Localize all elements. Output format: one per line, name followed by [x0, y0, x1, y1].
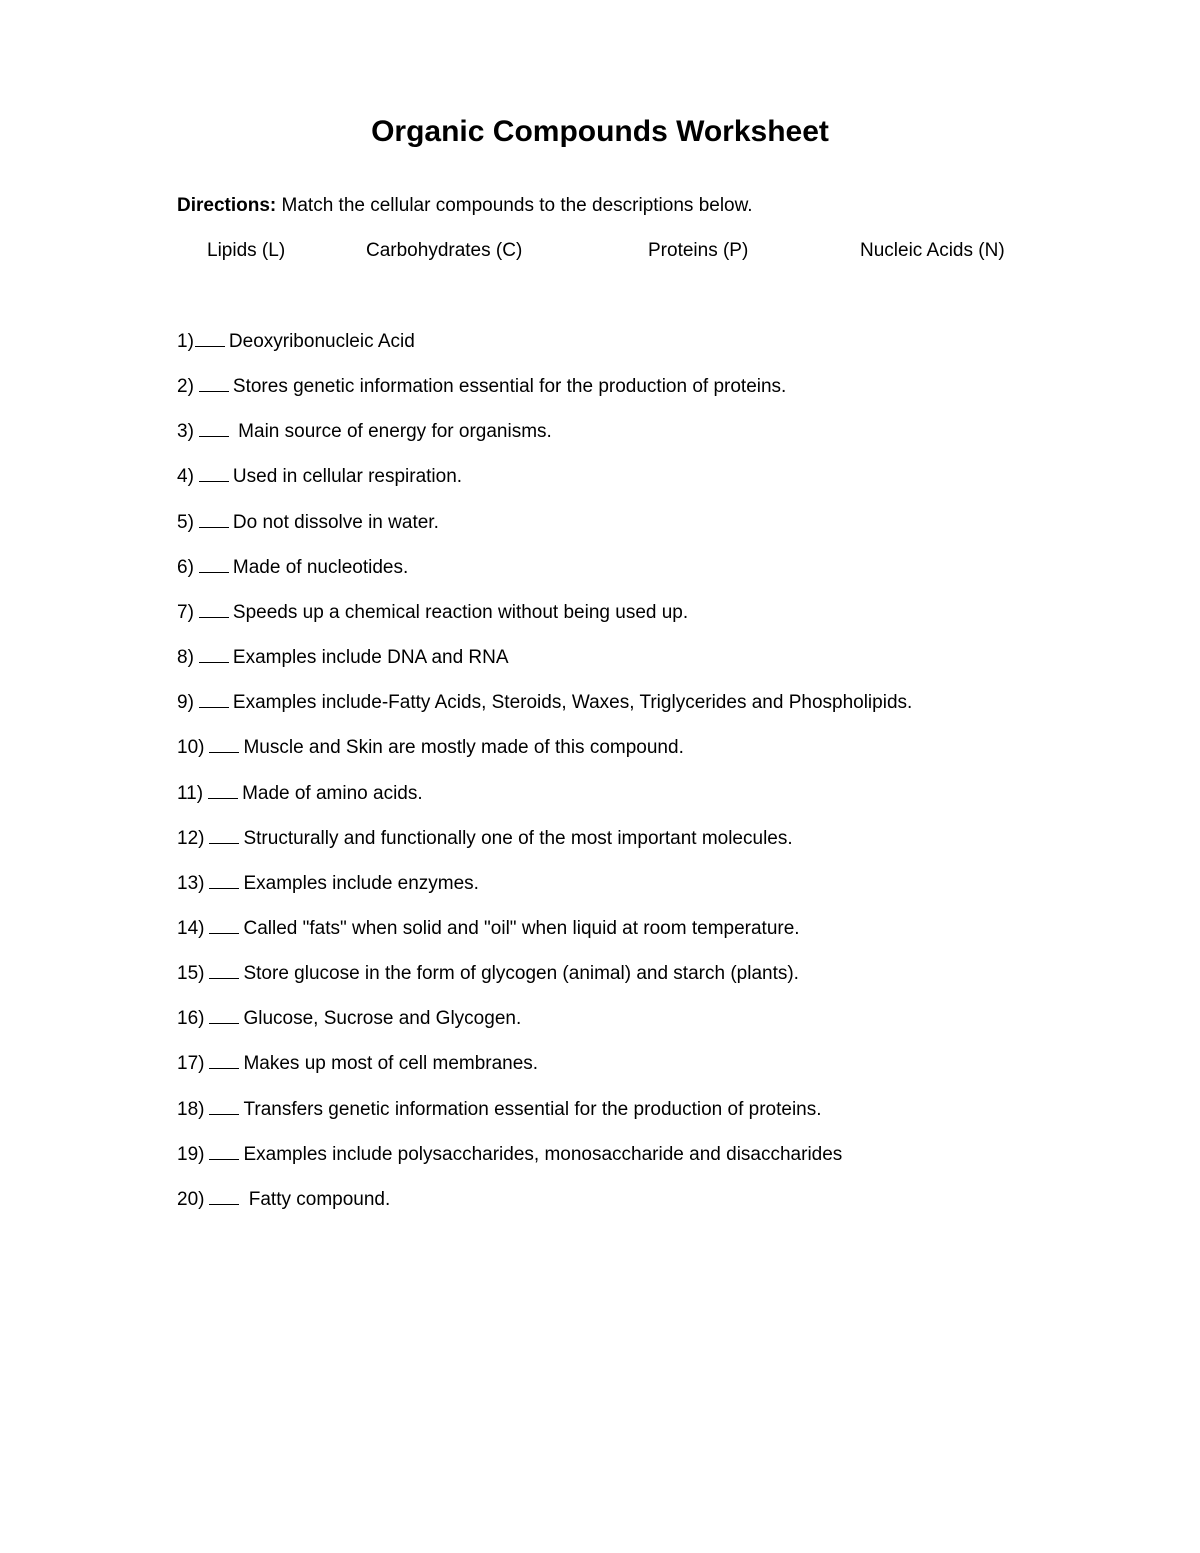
question-item — [177, 691, 912, 715]
question-text: Stores genetic information essential for the production of proteins. — [232, 376, 787, 397]
question-text: Examples include enzymes. — [243, 873, 479, 894]
question-item — [177, 465, 462, 489]
question-number: 9) — [177, 692, 194, 713]
question-number: 12) — [177, 828, 205, 849]
answer-blank[interactable] — [209, 1052, 239, 1069]
question-item — [177, 420, 552, 444]
answer-blank[interactable] — [195, 330, 225, 347]
answer-blank[interactable] — [199, 601, 229, 618]
question-item — [177, 556, 408, 580]
question-number: 18) — [177, 1099, 205, 1120]
directions — [177, 194, 753, 218]
answer-blank[interactable] — [199, 420, 229, 437]
question-text: Structurally and functionally one of the most important molecules. — [243, 828, 793, 849]
question-item — [177, 782, 423, 806]
question-number: 10) — [177, 737, 205, 758]
answer-blank[interactable] — [199, 556, 229, 573]
answer-blank[interactable] — [209, 962, 239, 979]
question-item — [177, 962, 799, 986]
question-item — [177, 330, 415, 354]
question-item — [177, 511, 439, 535]
question-item — [177, 1098, 822, 1122]
category-nucleic-acids: Nucleic Acids (N) — [860, 240, 1005, 261]
question-text: Called "fats" when solid and "oil" when liquid at room temperature. — [243, 918, 800, 939]
question-number: 5) — [177, 512, 194, 533]
question-text: Used in cellular respiration. — [232, 466, 463, 487]
question-number: 6) — [177, 557, 194, 578]
answer-blank[interactable] — [209, 917, 239, 934]
directions-text: Match the cellular compounds to the descriptions below. — [276, 195, 753, 216]
question-item — [177, 375, 786, 399]
question-text: Transfers genetic information essential for the production of proteins. — [243, 1099, 822, 1120]
question-number: 16) — [177, 1008, 205, 1029]
question-text: Examples include-Fatty Acids, Steroids, Waxes, Triglycerides and Phospholipids. — [232, 692, 913, 713]
question-item — [177, 827, 793, 851]
question-text: Makes up most of cell membranes. — [243, 1053, 539, 1074]
question-item — [177, 601, 688, 625]
question-item — [177, 1143, 842, 1167]
answer-blank[interactable] — [209, 1188, 239, 1205]
answer-blank[interactable] — [199, 646, 229, 663]
question-text: Made of amino acids. — [242, 783, 423, 804]
question-number: 19) — [177, 1144, 205, 1165]
question-text: Made of nucleotides. — [232, 557, 409, 578]
question-item — [177, 736, 684, 760]
question-item — [177, 872, 479, 896]
question-item — [177, 1007, 521, 1031]
question-text: Deoxyribonucleic Acid — [228, 331, 415, 352]
question-number: 3) — [177, 421, 194, 442]
question-number: 13) — [177, 873, 205, 894]
question-text: Main source of energy for organisms. — [232, 421, 552, 442]
category-carbohydrates: Carbohydrates (C) — [366, 240, 523, 261]
question-text: Examples include polysaccharides, monosaccharide and disaccharides — [243, 1144, 843, 1165]
question-number: 17) — [177, 1053, 205, 1074]
question-item — [177, 917, 800, 941]
question-number: 4) — [177, 466, 194, 487]
question-text: Do not dissolve in water. — [232, 512, 439, 533]
answer-blank[interactable] — [199, 511, 229, 528]
question-number: 11) — [177, 783, 204, 804]
question-number: 14) — [177, 918, 205, 939]
question-number: 7) — [177, 602, 194, 623]
answer-blank[interactable] — [209, 736, 239, 753]
question-text: Examples include DNA and RNA — [232, 647, 509, 668]
question-item — [177, 1188, 390, 1212]
answer-blank[interactable] — [209, 872, 239, 889]
question-item — [177, 646, 509, 670]
question-text: Glucose, Sucrose and Glycogen. — [243, 1008, 522, 1029]
answer-blank[interactable] — [199, 465, 229, 482]
answer-blank[interactable] — [199, 375, 229, 392]
question-number: 1) — [177, 331, 194, 352]
question-text: Muscle and Skin are mostly made of this compound. — [243, 737, 684, 758]
page-title: Organic Compounds Worksheet — [371, 115, 829, 148]
answer-blank[interactable] — [209, 1143, 239, 1160]
category-lipids: Lipids (L) — [207, 240, 286, 261]
question-number: 20) — [177, 1189, 205, 1210]
answer-blank[interactable] — [209, 1098, 239, 1115]
question-number: 15) — [177, 963, 205, 984]
answer-blank[interactable] — [209, 827, 239, 844]
question-item — [177, 1052, 538, 1076]
question-text: Speeds up a chemical reaction without being used up. — [232, 602, 689, 623]
answer-blank[interactable] — [199, 691, 229, 708]
question-text: Fatty compound. — [243, 1189, 391, 1210]
category-proteins: Proteins (P) — [648, 240, 749, 261]
question-number: 8) — [177, 647, 194, 668]
question-text: Store glucose in the form of glycogen (animal) and starch (plants). — [243, 963, 799, 984]
answer-blank[interactable] — [208, 782, 238, 799]
directions-label: Directions: — [177, 195, 277, 216]
question-number: 2) — [177, 376, 194, 397]
answer-blank[interactable] — [209, 1007, 239, 1024]
